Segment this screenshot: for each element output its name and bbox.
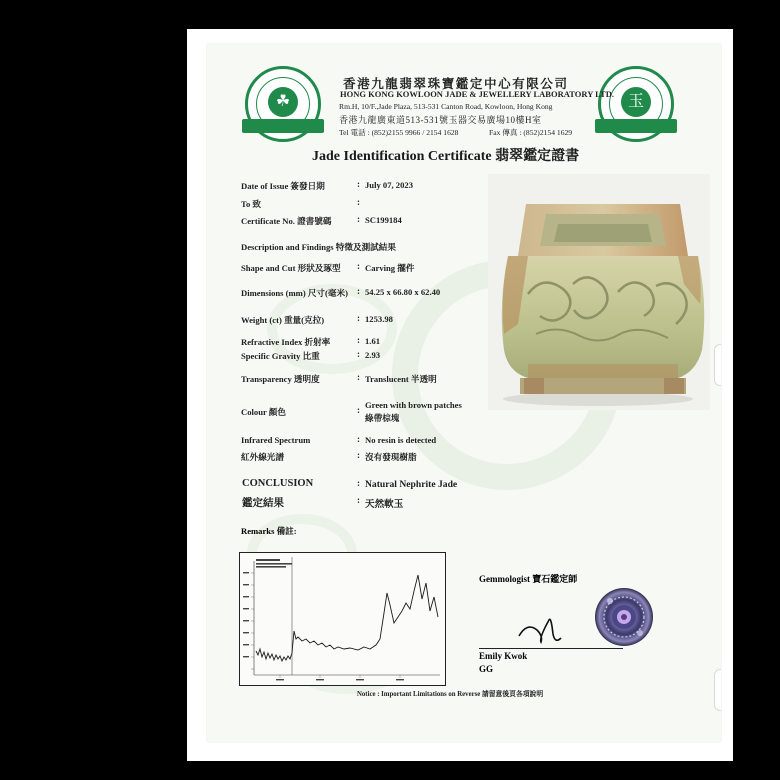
jade-carving-image	[488, 174, 710, 410]
shape-value: Carving 擺件	[365, 263, 415, 273]
transparency-label: Transparency 透明度	[241, 374, 320, 384]
colon: :	[357, 286, 360, 296]
spectrum-plot	[240, 553, 445, 685]
weight-value: 1253.98	[365, 314, 393, 324]
infrared-value-english: No resin is detected	[365, 435, 437, 445]
lab-name-english: HONG KONG KOWLOON JADE & JEWELLERY LABORATORY LTD.	[340, 89, 614, 99]
jade-carving-photo	[488, 174, 710, 410]
colon: :	[357, 261, 360, 271]
conclusion-value-english: Natural Nephrite Jade	[365, 479, 458, 490]
gemmologist-name: Emily Kwok	[479, 651, 528, 661]
seal-ribbon	[242, 119, 324, 133]
infrared-value-chinese: 沒有發現樹脂	[365, 452, 417, 462]
colon: :	[357, 405, 360, 415]
refractive-index-value: 1.61	[365, 336, 381, 346]
colon: :	[357, 313, 360, 323]
hologram-seal	[594, 587, 654, 647]
page-edge-tab	[714, 344, 721, 386]
lab-fax: Fax 傳真 : (852)2154 1629	[489, 128, 573, 137]
colon: :	[357, 335, 360, 345]
seal-ribbon	[595, 119, 677, 133]
specific-gravity-value: 2.93	[365, 350, 381, 360]
colour-value-chinese: 綠帶棕塊	[365, 413, 400, 423]
recipient-label: To 致	[241, 199, 261, 209]
infrared-label-chinese: 紅外線光譜	[241, 452, 284, 462]
transparency-value: Translucent 半透明	[365, 374, 437, 384]
colon: :	[357, 434, 360, 444]
laboratory-seal-left	[245, 66, 321, 142]
colon: :	[357, 450, 360, 460]
conclusion-label-chinese: 鑑定結果	[242, 498, 284, 509]
laboratory-logo-icon: ☘	[268, 87, 298, 117]
colon: :	[357, 478, 360, 488]
jade-character-icon: 玉	[621, 87, 651, 117]
colon: :	[357, 495, 360, 505]
colon: :	[357, 349, 360, 359]
certificate-title: Jade Identification Certificate 翡翠鑑定證書	[312, 149, 580, 164]
colon: :	[357, 179, 360, 189]
refractive-index-label: Refractive Index 折射率	[241, 337, 331, 347]
date-value: July 07, 2023	[365, 180, 413, 190]
dimensions-value: 54.25 x 66.80 x 62.40	[365, 287, 441, 297]
colon: :	[357, 214, 360, 224]
gemmologist-label: Gemmologist 寶石鑑定師	[479, 574, 578, 584]
remarks-label: Remarks 備註:	[241, 526, 297, 536]
certificate-number-label: Certificate No. 證書號碼	[241, 216, 332, 226]
weight-label: Weight (ct) 重量(克拉)	[241, 315, 325, 325]
gemmologist-credential: GG	[479, 664, 494, 674]
conclusion-value-chinese: 天然軟玉	[365, 499, 404, 510]
page-edge-tab	[714, 669, 721, 711]
colour-label: Colour 顏色	[241, 407, 286, 417]
infrared-spectrum-graph	[239, 552, 446, 686]
signature-line	[479, 648, 623, 649]
colon: :	[357, 372, 360, 382]
date-label: Date of Issue 簽發日期	[241, 181, 325, 191]
infrared-label-english: Infrared Spectrum	[241, 435, 311, 445]
lab-address-english: Rm.H, 10/F.,Jade Plaza, 513-531 Canton Road, Kowloon, Hong Kong	[339, 102, 553, 111]
lab-telephone: Tel 電話 : (852)2155 9966 / 2154 1628	[339, 128, 459, 137]
conclusion-label-english: CONCLUSION	[242, 478, 314, 489]
lab-address-chinese: 香港九龍廣東道513-531號玉器交易廣場10樓H室	[339, 115, 542, 125]
reverse-notice: Notice : Important Limitations on Reverse 請留意後頁各項說明	[357, 691, 544, 698]
laboratory-seal-right	[598, 66, 674, 142]
specific-gravity-label: Specific Gravity 比重	[241, 351, 320, 361]
dimensions-label: Dimensions (mm) 尺寸(毫米)	[241, 288, 348, 298]
shape-label: Shape and Cut 形狀及琢型	[241, 263, 341, 273]
colon: :	[357, 197, 360, 207]
lab-name-chinese: 香港九龍翡翠珠寶鑑定中心有限公司	[343, 77, 569, 91]
certificate-number-value: SC199184	[365, 215, 402, 225]
colour-value-english: Green with brown patches	[365, 400, 462, 410]
description-heading: Description and Findings 特徵及測試結果	[241, 242, 396, 252]
gemmologist-signature	[515, 608, 595, 648]
